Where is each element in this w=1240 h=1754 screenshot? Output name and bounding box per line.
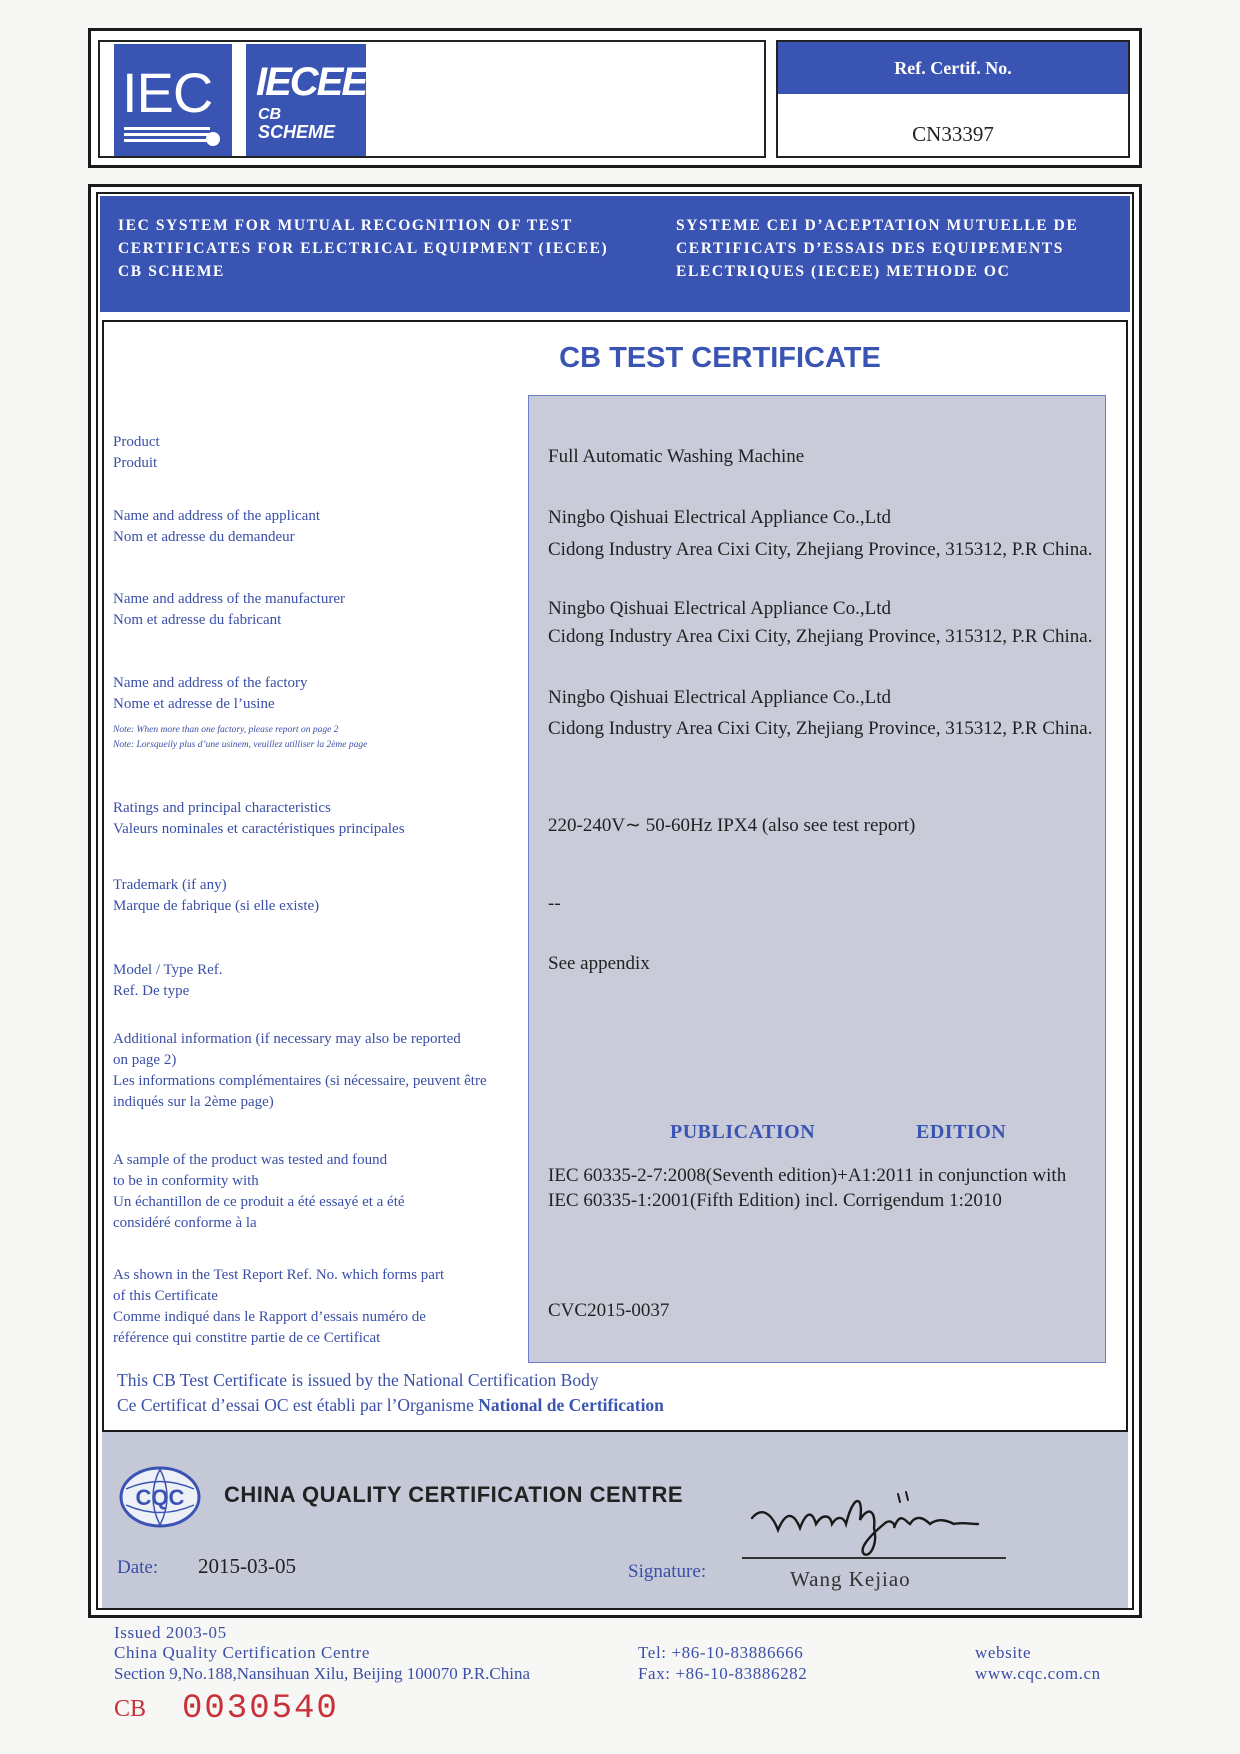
iec-logo bbox=[114, 44, 232, 156]
iecee-logo-text: IECEE bbox=[256, 60, 367, 104]
ref-certif-number: CN33397 bbox=[912, 122, 994, 146]
scheme-title-en bbox=[118, 214, 638, 283]
factory-note-en: Note: When more than one factory, please report on page 2 bbox=[113, 725, 339, 735]
label-product bbox=[113, 432, 523, 474]
certificate-title: CB TEST CERTIFICATE bbox=[559, 342, 881, 374]
scheme-title-fr-line: ELECTRIQUES (IECEE) METHODE OC bbox=[676, 263, 1011, 280]
label-additional-en-1: Additional information (if necessary may also be reported bbox=[113, 1031, 461, 1047]
footer-tel: Tel: +86-10-83886666 bbox=[638, 1643, 804, 1662]
label-sample-en-2: to be in conformity with bbox=[113, 1173, 259, 1189]
label-report-fr-2: référence qui constitre partie de ce Certificat bbox=[113, 1330, 381, 1346]
label-additional-en-2: on page 2) bbox=[113, 1052, 177, 1068]
value-ratings: 220-240V∼ 50-60Hz IPX4 (also see test report) bbox=[548, 815, 916, 836]
label-product-fr: Produit bbox=[113, 455, 158, 471]
scheme-title-fr-line: CERTIFICATS D’ESSAIS DES EQUIPEMENTS bbox=[676, 240, 1064, 257]
footer-website: www.cqc.com.cn bbox=[975, 1664, 1101, 1683]
label-applicant-en: Name and address of the applicant bbox=[113, 508, 321, 524]
publication-header: PUBLICATION bbox=[670, 1121, 816, 1143]
value-manufacturer-name: Ningbo Qishuai Electrical Appliance Co.,Ltd bbox=[548, 598, 891, 619]
label-model-fr: Ref. De type bbox=[113, 983, 190, 999]
signature-label: Signature: bbox=[628, 1561, 707, 1582]
ref-certif-label: Ref. Certif. No. bbox=[778, 42, 1128, 94]
label-model bbox=[113, 960, 523, 1002]
value-product: Full Automatic Washing Machine bbox=[548, 446, 805, 467]
footer-issued: Issued 2003-05 bbox=[114, 1623, 227, 1642]
scheme-title-en-line: CERTIFICATES FOR ELECTRICAL EQUIPMENT (IECEE) bbox=[118, 240, 609, 257]
label-ratings-fr: Valeurs nominales et caractéristiques principales bbox=[113, 821, 405, 837]
iecee-logo-scheme: SCHEME bbox=[258, 122, 336, 142]
scheme-title-en-line: IEC SYSTEM FOR MUTUAL RECOGNITION OF TEST bbox=[118, 217, 573, 234]
label-model-en: Model / Type Ref. bbox=[113, 962, 223, 978]
cqc-logo-text: CQC bbox=[135, 1485, 185, 1510]
label-sample bbox=[113, 1150, 523, 1234]
label-product-en: Product bbox=[113, 434, 160, 450]
cqc-name: CHINA QUALITY CERTIFICATION CENTRE bbox=[224, 1482, 684, 1507]
cqc-logo bbox=[118, 1464, 202, 1530]
label-sample-fr-2: considéré conforme à la bbox=[113, 1215, 257, 1231]
value-trademark: -- bbox=[548, 893, 561, 914]
label-manufacturer-fr: Nom et adresse du fabricant bbox=[113, 612, 282, 628]
iec-logo-dot bbox=[206, 132, 220, 146]
value-report-no: CVC2015-0037 bbox=[548, 1300, 670, 1321]
value-manufacturer-address: Cidong Industry Area Cixi City, Zhejiang Province, 315312, P.R China. bbox=[548, 626, 1093, 647]
signatory-name: Wang Kejiao bbox=[790, 1567, 911, 1591]
scheme-title-fr-line: SYSTEME CEI D’ACEPTATION MUTUELLE DE bbox=[676, 217, 1079, 234]
label-report-fr-1: Comme indiqué dans le Rapport d’essais numéro de bbox=[113, 1309, 426, 1325]
label-ratings bbox=[113, 798, 523, 840]
serial-number: 0030540 bbox=[182, 1690, 339, 1728]
issued-by-fr-text: Ce Certificat d’essai OC est établi par l’Organisme bbox=[117, 1395, 479, 1415]
label-ratings-en: Ratings and principal characteristics bbox=[113, 800, 331, 816]
serial-prefix: CB bbox=[114, 1696, 147, 1722]
label-report-en-2: of this Certificate bbox=[113, 1288, 218, 1304]
footer-address: Section 9,No.188,Nansihuan Xilu, Beijing 100070 P.R.China bbox=[114, 1664, 531, 1683]
label-report-en-1: As shown in the Test Report Ref. No. which forms part bbox=[113, 1267, 445, 1283]
value-applicant-name: Ningbo Qishuai Electrical Appliance Co.,Ltd bbox=[548, 507, 891, 528]
iec-logo-text: IEC bbox=[122, 61, 213, 124]
cqc-logo-icon bbox=[118, 1464, 202, 1530]
value-applicant-address: Cidong Industry Area Cixi City, Zhejiang Province, 315312, P.R China. bbox=[548, 539, 1093, 560]
value-model: See appendix bbox=[548, 953, 650, 974]
signature-line bbox=[742, 1557, 1006, 1559]
label-additional-fr-1: Les informations complémentaires (si nécessaire, peuvent être bbox=[113, 1073, 487, 1089]
label-sample-fr-1: Un échantillon de ce produit a été essayé et a été bbox=[113, 1194, 405, 1210]
issued-by-fr-bold: National de Certification bbox=[478, 1395, 664, 1415]
scheme-band bbox=[100, 196, 1130, 312]
label-factory bbox=[113, 673, 523, 715]
scheme-title-en-line: CB SCHEME bbox=[118, 263, 225, 280]
label-trademark-en: Trademark (if any) bbox=[113, 877, 227, 893]
signature-image bbox=[748, 1484, 998, 1560]
iec-logo-stripes bbox=[124, 124, 210, 142]
label-additional bbox=[113, 1029, 523, 1113]
footer-website-label: website bbox=[975, 1643, 1032, 1662]
scheme-title-fr bbox=[676, 214, 1116, 283]
label-factory-fr: Nome et adresse de l’usine bbox=[113, 696, 275, 712]
issued-by-fr bbox=[117, 1395, 664, 1416]
date-value: 2015-03-05 bbox=[198, 1554, 296, 1578]
value-standard: IEC 60335-2-7:2008(Seventh edition)+A1:2011 in conjunction with IEC 60335-1:2001(Fifth Edition) incl. Corrigendum 1:2010 bbox=[548, 1165, 1067, 1211]
iecee-logo-cb: CB bbox=[258, 106, 282, 123]
issued-by-en: This CB Test Certificate is issued by the National Certification Body bbox=[117, 1370, 599, 1390]
value-factory-name: Ningbo Qishuai Electrical Appliance Co.,Ltd bbox=[548, 687, 891, 708]
label-sample-en-1: A sample of the product was tested and found bbox=[113, 1152, 388, 1168]
value-factory-address: Cidong Industry Area Cixi City, Zhejiang Province, 315312, P.R China. bbox=[548, 718, 1093, 739]
signature-scribble bbox=[748, 1484, 998, 1560]
label-factory-en: Name and address of the factory bbox=[113, 675, 308, 691]
label-applicant-fr: Nom et adresse du demandeur bbox=[113, 529, 295, 545]
footer-fax: Fax: +86-10-83886282 bbox=[638, 1664, 808, 1683]
label-applicant bbox=[113, 506, 523, 548]
label-trademark-fr: Marque de fabrique (si elle existe) bbox=[113, 898, 320, 914]
edition-header: EDITION bbox=[916, 1121, 1007, 1143]
factory-note bbox=[113, 723, 523, 753]
factory-note-fr: Note: Lorsqueily plus d’une usinem, veuillez utilliser la 2ème page bbox=[113, 740, 368, 750]
iecee-logo bbox=[246, 44, 366, 156]
date-label: Date: bbox=[117, 1557, 159, 1578]
label-report bbox=[113, 1265, 523, 1349]
footer-org: China Quality Certification Centre bbox=[114, 1643, 370, 1662]
label-additional-fr-2: indiqués sur la 2ème page) bbox=[113, 1094, 274, 1110]
label-manufacturer bbox=[113, 589, 523, 631]
label-trademark bbox=[113, 875, 523, 917]
label-manufacturer-en: Name and address of the manufacturer bbox=[113, 591, 345, 607]
